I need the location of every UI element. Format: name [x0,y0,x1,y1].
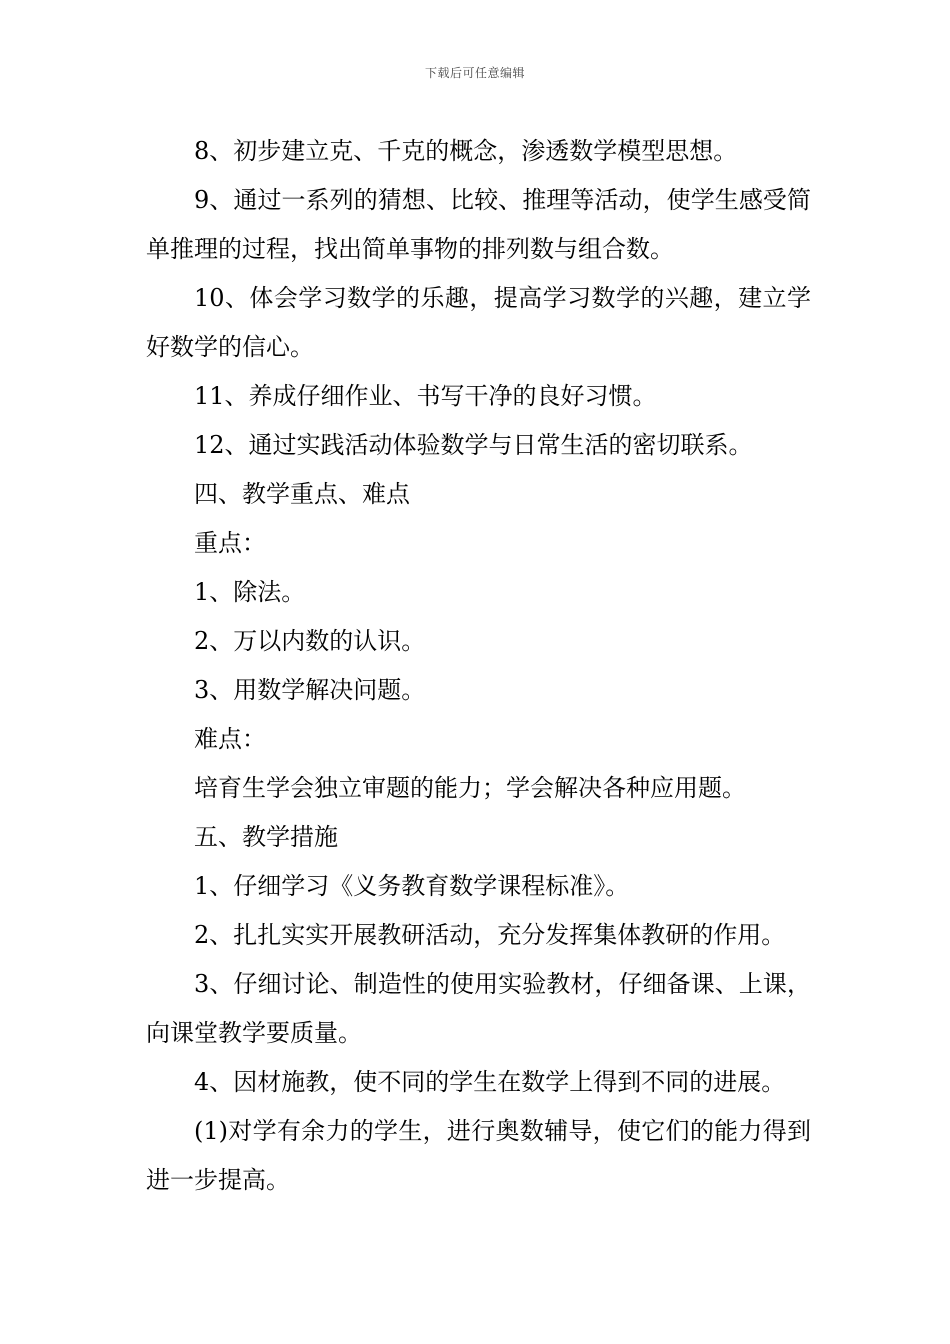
document-body [146,127,811,1205]
paragraph-goal-11: 11、养成仔细作业、书写干净的良好习惯。 [194,382,657,410]
section-heading-key-points: 四、教学重点、难点 [194,480,410,508]
key-point-2: 2、万以内数的认识。 [194,627,426,655]
page-header-note: 下载后可任意编辑 [424,66,525,80]
paragraph-goal-9: 9、通过一系列的猜想、比较、推理等活动，使学生感受简单推理的过程，找出简单事物的排列数与组合数。 [146,186,811,263]
measure-2: 2、扎扎实实开展教研活动，充分发挥集体教研的作用。 [194,921,786,949]
section-heading-measures: 五、教学措施 [194,823,338,851]
key-point-3: 3、用数学解决问题。 [194,676,426,704]
subheading-difficulties: 难点： [194,725,266,753]
paragraph-goal-10: 10、体会学习数学的乐趣，提高学习数学的兴趣，建立学好数学的信心。 [146,284,811,361]
key-point-1: 1、除法。 [194,578,306,606]
difficulty-item: 培育生学会独立审题的能力；学会解决各种应用题。 [194,774,746,802]
subheading-key-points: 重点： [194,529,266,557]
paragraph-goal-8: 8、初步建立克、千克的概念，渗透数学模型思想。 [194,137,738,165]
paragraph-goal-12: 12、通过实践活动体验数学与日常生活的密切联系。 [194,431,753,459]
measure-1: 1、仔细学习《义务教育数学课程标准》。 [194,872,630,900]
measure-4: 4、因材施教，使不同的学生在数学上得到不同的进展。 [194,1068,786,1096]
measure-4-sub-1: (1)对学有余力的学生，进行奥数辅导，使它们的能力得到进一步提高。 [146,1117,811,1194]
measure-3: 3、仔细讨论、制造性的使用实验教材，仔细备课、上课，向课堂教学要质量。 [146,970,811,1047]
